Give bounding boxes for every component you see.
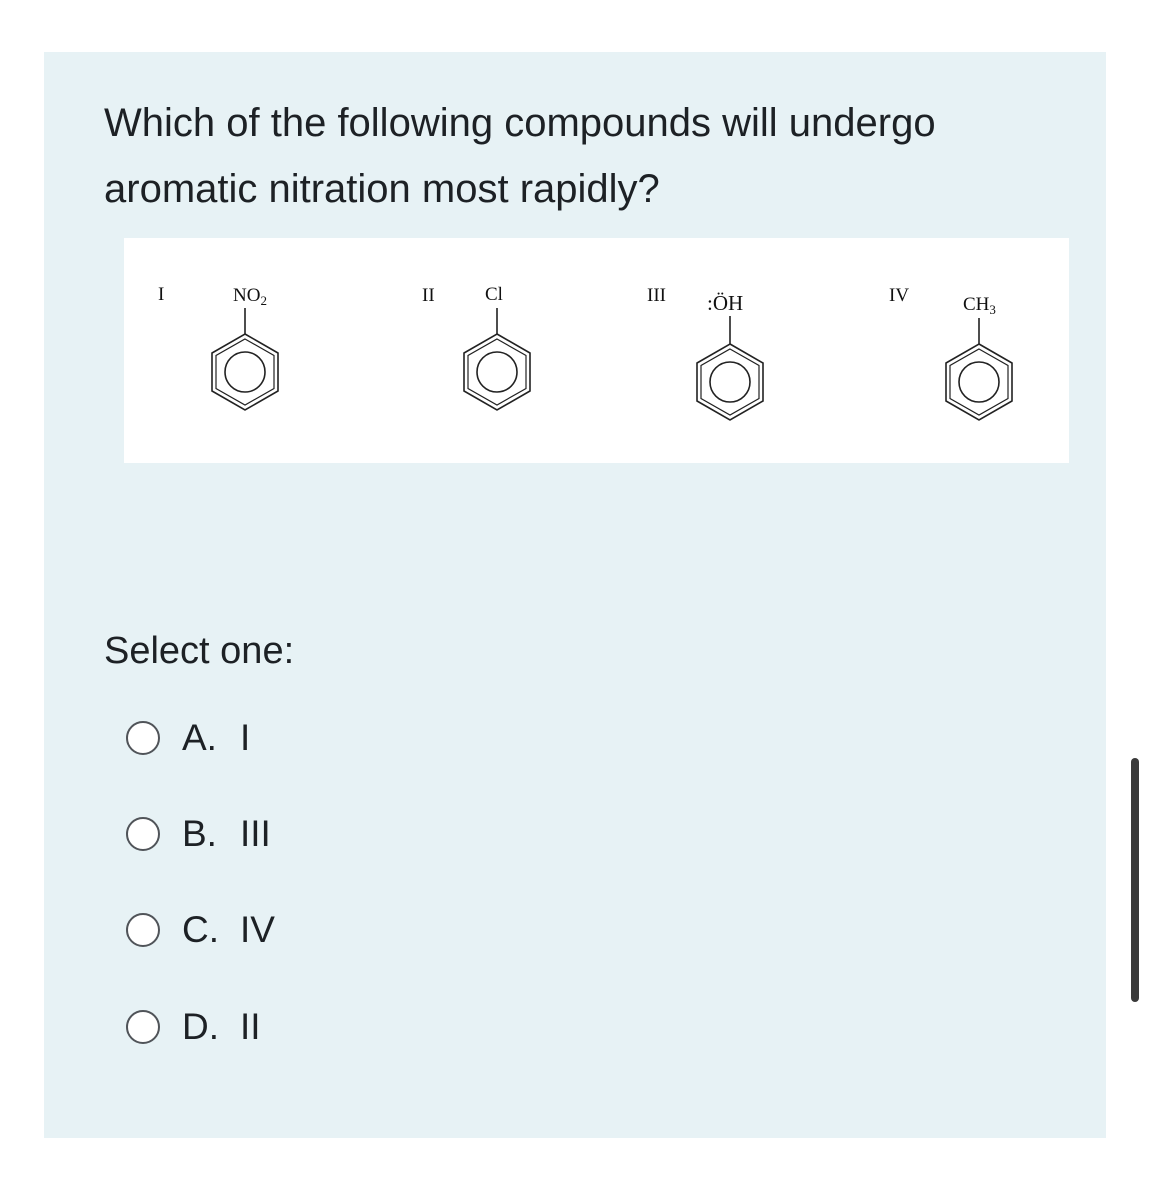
question-text [104, 90, 1064, 222]
compounds-diagram [124, 238, 1069, 463]
option-a-text: I [240, 717, 251, 758]
compound-iv-numeral: IV [889, 285, 910, 306]
option-a[interactable] [126, 710, 250, 766]
question-card [44, 52, 1106, 1138]
radio-button-c[interactable] [126, 913, 160, 947]
option-d-text: II [240, 1006, 261, 1047]
benzene-ring-iii [697, 344, 763, 420]
radio-button-a[interactable] [126, 721, 160, 755]
compound-ii-numeral: II [422, 285, 435, 306]
scrollbar[interactable] [1131, 758, 1139, 1002]
option-d-letter: D. [182, 1006, 219, 1047]
question-line-2: aromatic nitration most rapidly? [104, 167, 660, 211]
benzene-ring-iv [946, 344, 1012, 420]
option-b-letter: B. [182, 813, 217, 854]
compound-i [158, 284, 278, 410]
option-d[interactable] [126, 999, 261, 1055]
compound-iii-substituent: :ÖH [707, 291, 744, 315]
compound-iv-substituent: $CH_3$ [963, 294, 996, 317]
compound-iv [889, 285, 1012, 420]
option-b[interactable] [126, 806, 271, 862]
compound-iii-numeral: III [647, 285, 666, 306]
option-a-letter: A. [182, 717, 217, 758]
select-one-label: Select one: [104, 630, 295, 672]
option-c[interactable] [126, 902, 275, 958]
compounds-figure [124, 238, 1069, 463]
compound-i-substituent: $NO_2$ [233, 285, 267, 308]
option-c-text: IV [240, 909, 275, 950]
option-b-text: III [240, 813, 271, 854]
compound-iii [647, 285, 763, 420]
question-line-1: Which of the following compounds will undergo [104, 101, 936, 145]
benzene-ring-ii [464, 334, 530, 410]
benzene-ring-i [212, 334, 278, 410]
compound-ii-substituent: Cl [485, 284, 503, 305]
radio-button-d[interactable] [126, 1010, 160, 1044]
option-c-letter: C. [182, 909, 219, 950]
compound-ii [422, 284, 530, 410]
compound-i-numeral: I [158, 284, 165, 305]
radio-button-b[interactable] [126, 817, 160, 851]
